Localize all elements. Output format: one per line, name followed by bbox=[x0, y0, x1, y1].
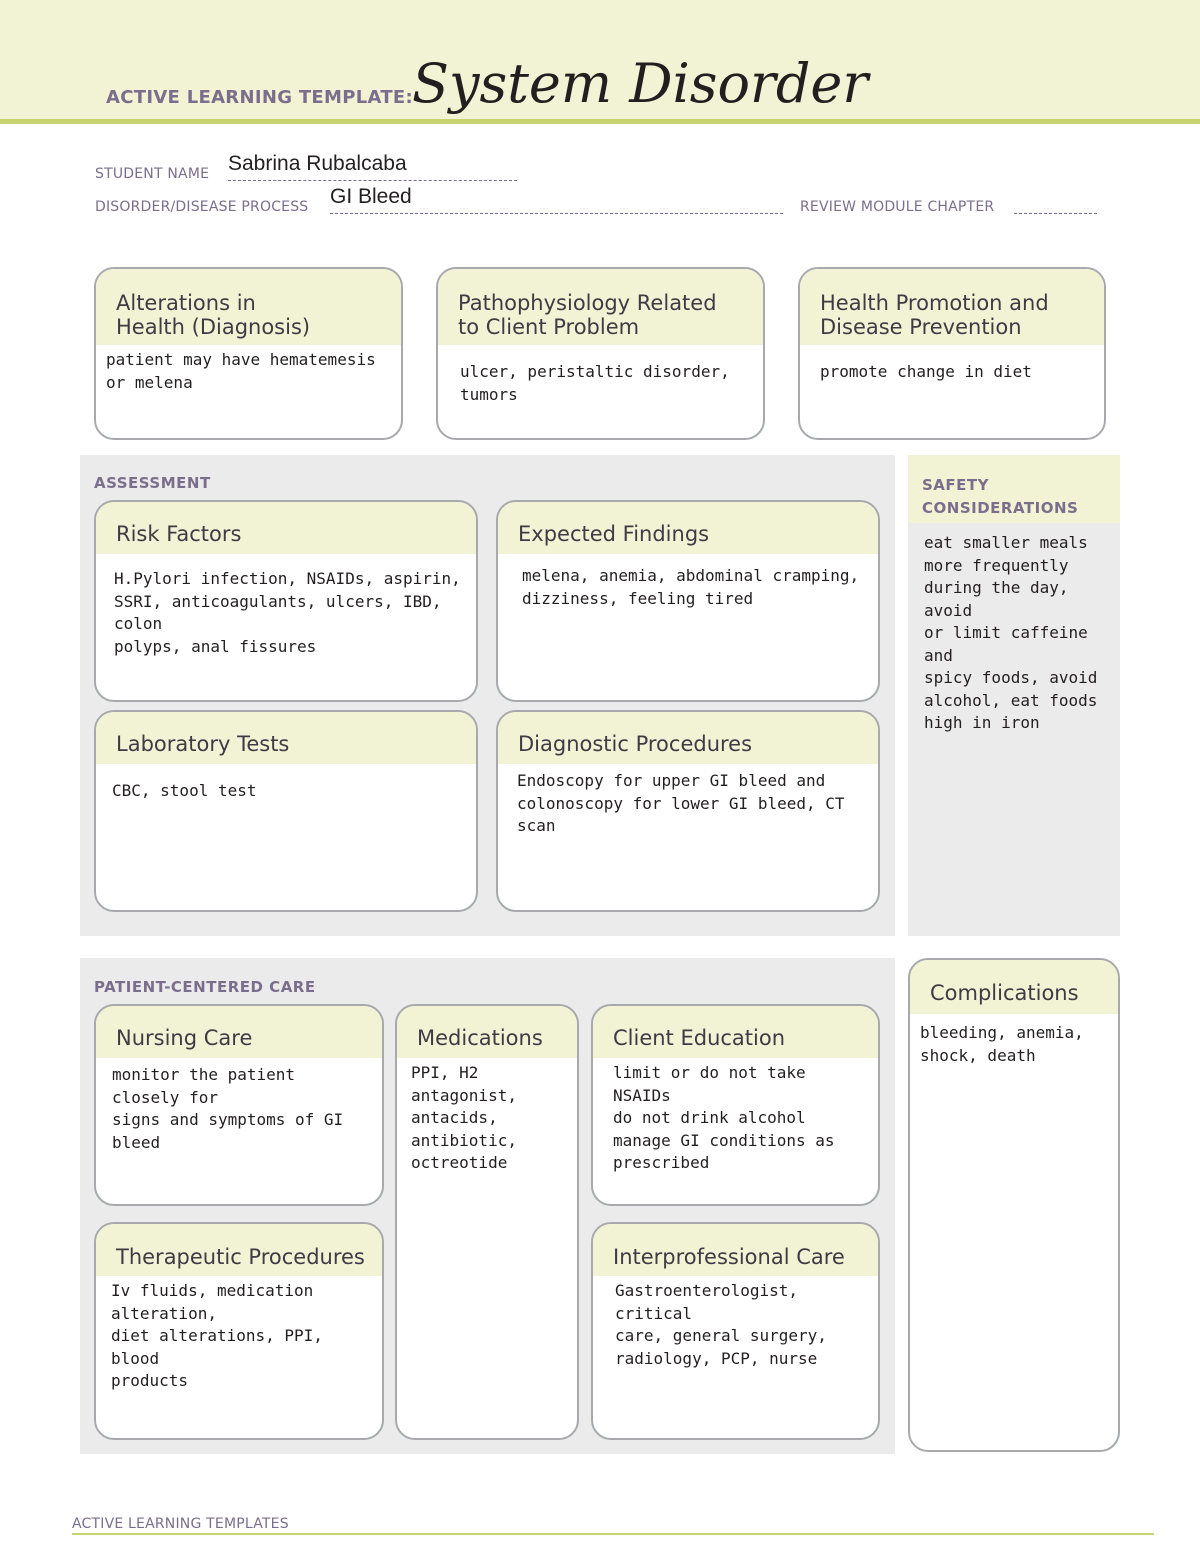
nursing-care-card bbox=[94, 1004, 384, 1206]
safety-body[interactable]: eat smaller meals more frequently during the day, avoid or limit caffeine and spicy foods, avoid alcohol, eat foods high in iron bbox=[924, 533, 1098, 732]
complications-title: Complications bbox=[910, 960, 1118, 1014]
expected-findings-card bbox=[496, 500, 880, 702]
disorder-value[interactable]: GI Bleed bbox=[330, 185, 412, 208]
complications-card bbox=[908, 958, 1120, 1452]
disorder-label: DISORDER/DISEASE PROCESS bbox=[95, 199, 309, 215]
review-module-label: REVIEW MODULE CHAPTER bbox=[800, 199, 995, 215]
student-name-label: STUDENT NAME bbox=[95, 166, 210, 182]
health-promotion-card bbox=[798, 267, 1106, 440]
diagnostic-procedures-body[interactable]: Endoscopy for upper GI bleed and colonoscopy for lower GI bleed, CT scan bbox=[517, 771, 845, 835]
footer-rule bbox=[72, 1533, 1154, 1535]
client-education-card bbox=[591, 1004, 880, 1206]
interprofessional-care-title: Interprofessional Care bbox=[593, 1224, 878, 1276]
safety-title: SAFETY CONSIDERATIONS bbox=[922, 476, 1079, 517]
risk-factors-title: Risk Factors bbox=[96, 502, 476, 554]
laboratory-tests-title: Laboratory Tests bbox=[96, 712, 476, 764]
diagnostic-procedures-card bbox=[496, 710, 880, 912]
risk-factors-body[interactable]: H.Pylori infection, NSAIDs, aspirin, SSRI, anticoagulants, ulcers, IBD, colon polyps, anal fissures bbox=[114, 569, 461, 656]
diagnostic-procedures-title: Diagnostic Procedures bbox=[498, 712, 878, 764]
footer-label: ACTIVE LEARNING TEMPLATES bbox=[72, 1516, 289, 1532]
template-label: ACTIVE LEARNING TEMPLATE: bbox=[106, 87, 413, 108]
complications-body[interactable]: bleeding, anemia, shock, death bbox=[920, 1023, 1084, 1065]
alterations-title: Alterations in Health (Diagnosis) bbox=[96, 269, 401, 345]
health-promotion-body[interactable]: promote change in diet bbox=[820, 362, 1032, 381]
health-promotion-title: Health Promotion and Disease Prevention bbox=[800, 269, 1104, 345]
client-education-body[interactable]: limit or do not take NSAIDs do not drink alcohol manage GI conditions as prescribed bbox=[613, 1063, 835, 1172]
therapeutic-procedures-body[interactable]: Iv fluids, medication alteration, diet alterations, PPI, blood products bbox=[111, 1281, 323, 1390]
medications-body[interactable]: PPI, H2 antagonist, antacids, antibiotic, octreotide bbox=[411, 1063, 517, 1172]
interprofessional-care-card bbox=[591, 1222, 880, 1440]
assessment-title: ASSESSMENT bbox=[94, 474, 211, 492]
student-name-value[interactable]: Sabrina Rubalcaba bbox=[228, 152, 407, 175]
page-title: System Disorder bbox=[412, 52, 869, 115]
laboratory-tests-card bbox=[94, 710, 478, 912]
laboratory-tests-body[interactable]: CBC, stool test bbox=[112, 781, 257, 800]
pathophysiology-title: Pathophysiology Related to Client Problem bbox=[438, 269, 763, 345]
disorder-line bbox=[330, 213, 783, 214]
client-education-title: Client Education bbox=[593, 1006, 878, 1058]
alterations-body[interactable]: patient may have hematemesis or melena bbox=[106, 350, 376, 392]
medications-card bbox=[395, 1004, 579, 1440]
expected-findings-title: Expected Findings bbox=[498, 502, 878, 554]
interprofessional-care-body[interactable]: Gastroenterologist, critical care, general surgery, radiology, PCP, nurse bbox=[615, 1281, 827, 1368]
nursing-care-title: Nursing Care bbox=[96, 1006, 382, 1058]
nursing-care-body[interactable]: monitor the patient closely for signs and symptoms of GI bleed bbox=[112, 1065, 344, 1152]
review-module-line[interactable] bbox=[1014, 213, 1097, 214]
expected-findings-body[interactable]: melena, anemia, abdominal cramping, dizziness, feeling tired bbox=[522, 566, 860, 608]
alterations-card bbox=[94, 267, 403, 440]
therapeutic-procedures-title: Therapeutic Procedures bbox=[96, 1224, 382, 1276]
therapeutic-procedures-card bbox=[94, 1222, 384, 1440]
student-name-line bbox=[228, 180, 517, 181]
risk-factors-card bbox=[94, 500, 478, 702]
pathophysiology-card bbox=[436, 267, 765, 440]
medications-title: Medications bbox=[397, 1006, 577, 1058]
pathophysiology-body[interactable]: ulcer, peristaltic disorder, tumors bbox=[460, 362, 740, 404]
patient-centered-care-title: PATIENT-CENTERED CARE bbox=[94, 978, 316, 996]
